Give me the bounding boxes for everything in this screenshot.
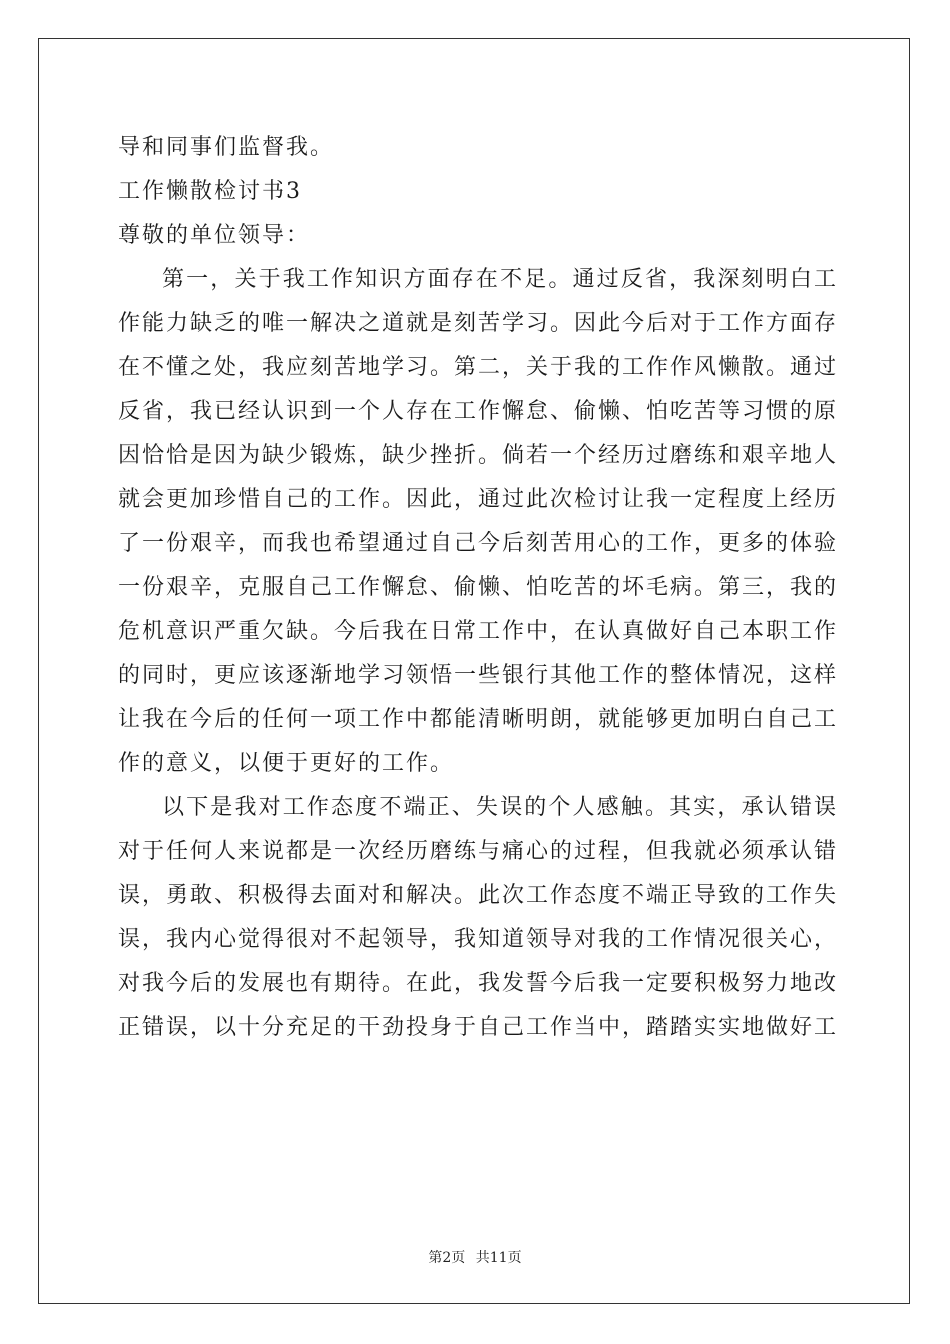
- page-total: 共11页: [475, 1250, 522, 1266]
- text-line: 就会更加珍惜自己的工作。因此，通过此次检讨让我一定程度上经历: [118, 487, 839, 512]
- text-line: 误，我内心觉得很对不起领导，我知道领导对我的工作情况很关心，: [118, 927, 839, 952]
- text-line: 危机意识严重欠缺。今后我在日常工作中，在认真做好自己本职工作: [118, 619, 839, 644]
- text-line: 作能力缺乏的唯一解决之道就是刻苦学习。因此今后对于工作方面存: [118, 311, 839, 336]
- page-number: 第2页: [428, 1250, 466, 1266]
- paragraph-2: [118, 786, 838, 1050]
- salutation: 尊敬的单位领导：: [118, 223, 311, 248]
- text-line: 一份艰辛，克服自己工作懈怠、偷懒、怕吃苦的坏毛病。第三，我的: [118, 575, 839, 600]
- text-line: 在不懂之处，我应刻苦地学习。第二，关于我的工作作风懒散。通过: [118, 355, 839, 380]
- text-line: 对于任何人来说都是一次经历磨练与痛心的过程，但我就必须承认错: [118, 839, 839, 864]
- text-line: 正错误，以十分充足的干劲投身于自己工作当中，踏踏实实地做好工: [118, 1015, 839, 1040]
- document-body: [118, 126, 838, 1050]
- text-line: 对我今后的发展也有期待。在此，我发誓今后我一定要积极努力地改: [118, 971, 839, 996]
- section-title: 工作懒散检讨书3: [118, 179, 302, 204]
- text-line: 作的意义，以便于更好的工作。: [118, 751, 455, 776]
- text-line: 以下是我对工作态度不端正、失误的个人感触。其实，承认错误: [162, 795, 838, 820]
- text-line: 误，勇敢、积极得去面对和解决。此次工作态度不端正导致的工作失: [118, 883, 839, 908]
- text-line: 让我在今后的任何一项工作中都能清晰明朗，就能够更加明白自己工: [118, 707, 839, 732]
- text-line: 第一，关于我工作知识方面存在不足。通过反省，我深刻明白工: [162, 267, 838, 292]
- text-line: 因恰恰是因为缺少锻炼，缺少挫折。倘若一个经历过磨练和艰辛地人: [118, 443, 839, 468]
- text-line: 了一份艰辛，而我也希望通过自己今后刻苦用心的工作，更多的体验: [118, 531, 839, 556]
- page-footer: [0, 1247, 950, 1267]
- text-line: 反省，我已经认识到一个人存在工作懈怠、偷懒、怕吃苦等习惯的原: [118, 399, 839, 424]
- paragraph-1: [118, 258, 838, 786]
- text-line: 的同时，更应该逐渐地学习领悟一些银行其他工作的整体情况，这样: [118, 663, 839, 688]
- text-line: 导和同事们监督我。: [118, 135, 335, 160]
